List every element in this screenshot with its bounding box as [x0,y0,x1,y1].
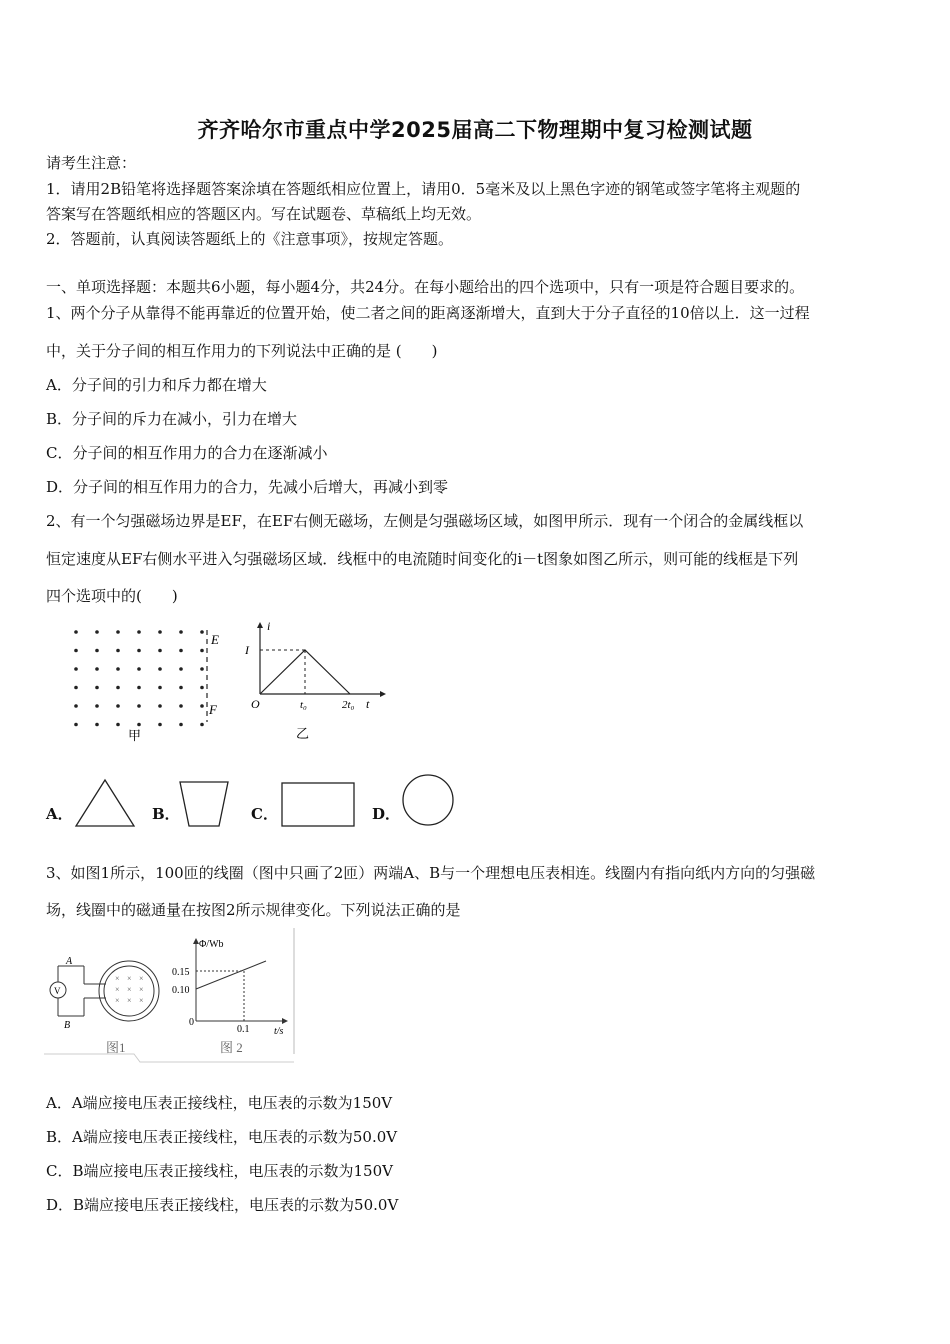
field-dot [137,649,141,653]
field-dot [158,630,162,634]
label-f: F [209,702,217,717]
rectangle-frame [278,780,358,830]
q3-stem-line2: 场，线圈中的磁通量在按图2所示规律变化。下列说法正确的是 [46,901,461,919]
t-axis-arrow [380,691,386,697]
label-t0: t₀ [300,699,307,711]
field-dot [95,630,99,634]
figure-yi [240,614,390,746]
field-dot [74,667,78,671]
field-dot [200,686,204,690]
field-dot [179,723,183,727]
q2-stem-line1: 2、有一个匀强磁场边界是EF，在EF右侧无磁场，左侧是匀强磁场区域，如图甲所示．现有一个闭合的金属线框以 [46,512,804,530]
field-dot [179,649,183,653]
label-b: B [64,1020,71,1031]
q3-stem-line1: 3、如图1所示，100匝的线圈（图中只画了2匝）两端A、B与一个理想电压表相连。线圈内有指向纸内方向的匀强磁 [46,864,816,882]
q1-option-a: A．分子间的引力和斥力都在增大 [46,376,267,394]
label-I: I [245,643,249,657]
field-cross: × [127,996,132,1005]
label-phi: Φ/Wb [199,939,224,950]
field-dot [137,704,141,708]
trapezoid-frame [176,778,232,830]
q3-option-a: A．A端应接电压表正接线柱，电压表的示数为150V [46,1094,393,1112]
notice-line-1a: 1．请用2B铅笔将选择题答案涂填在答题纸相应位置上，请用0．5毫米及以上黑色字迹的钢笔或签字笔将主观题的 [46,180,801,198]
field-dot [95,667,99,671]
figure-jia [44,614,234,744]
field-dot [179,630,183,634]
q1-option-d: D．分子间的相互作用力的合力，先减小后增大，再减小到零 [46,478,449,496]
i-axis-arrow [257,622,263,628]
field-dot [95,649,99,653]
field-dot [158,649,162,653]
field-dot [137,686,141,690]
caption-yi: 乙 [296,726,310,741]
field-dot [116,686,120,690]
triangle-frame [72,776,138,830]
field-cross: × [127,974,132,983]
field-dot [158,723,162,727]
q1-stem-line2: 中，关于分子间的相互作用力的下列说法中正确的是 ( ) [46,342,438,360]
field-cross: × [127,985,132,994]
label-origin: 0 [189,1017,194,1028]
field-dot [95,686,99,690]
field-dot [200,723,204,727]
field-dot [95,704,99,708]
field-cross: × [139,974,144,983]
field-dot [74,649,78,653]
field-dot [200,630,204,634]
field-dot [179,686,183,690]
figure-2-graph [196,944,282,1021]
label-ts: t/s [274,1026,284,1037]
field-dot [74,723,78,727]
field-dot [74,686,78,690]
q2-option-a-label: A． [46,805,73,823]
field-dot [95,723,99,727]
label-01: 0.1 [237,1024,250,1035]
notice-heading: 请考生注意： [46,154,137,172]
q2-option-b-label: B． [152,805,180,823]
label-010: 0.10 [172,985,190,996]
notice-line-1b: 答案写在答题纸相应的答题区内。写在试题卷、草稿纸上均无效。 [46,205,482,223]
field-dot [200,667,204,671]
label-a: A [66,956,73,967]
section-heading: 一、单项选择题：本题共6小题，每小题4分，共24分。在每小题给出的四个选项中，只有一项是符合题目要求的。 [46,278,805,296]
magnetic-field-dots [74,630,204,726]
q2-option-c-label: C． [251,805,278,823]
q2-option-d-label: D． [372,805,401,823]
field-dot [74,630,78,634]
q1-option-b: B．分子间的斥力在减小，引力在增大 [46,410,298,428]
q3-option-d: D．B端应接电压表正接线柱，电压表的示数为50.0V [46,1196,399,1214]
field-dot [74,704,78,708]
field-dot [158,704,162,708]
field-cross: × [115,985,120,994]
q2-stem-line3: 四个选项中的( ) [46,587,178,605]
q1-option-c: C．分子间的相互作用力的合力在逐渐减小 [46,444,328,462]
q2-stem-line2: 恒定速度从EF右侧水平进入匀强磁场区域．线框中的电流随时间变化的i－t图象如图乙所示，则可能的线框是下列 [46,550,799,568]
field-dot [179,667,183,671]
field-dot [137,630,141,634]
field-dot [158,667,162,671]
label-e: E [211,632,219,647]
field-cross: × [139,996,144,1005]
label-t: t [366,697,370,711]
field-dot [200,704,204,708]
field-cross: × [115,974,120,983]
field-dot [137,667,141,671]
label-v: V [54,986,61,996]
label-015: 0.15 [172,967,190,978]
field-dot [179,704,183,708]
field-crosses [115,974,144,1005]
q1-stem-line1: 1、两个分子从靠得不能再靠近的位置开始，使二者之间的距离逐渐增大，直到大于分子直径的10倍以上．这一过程 [46,304,810,322]
field-dot [116,723,120,727]
q3-option-b: B．A端应接电压表正接线柱，电压表的示数为50.0V [46,1128,398,1146]
caption-fig1: 图1 [106,1040,126,1055]
field-dot [137,723,141,727]
field-dot [200,649,204,653]
figure-q3 [44,928,298,1068]
caption-fig2: 图 2 [220,1040,243,1055]
page-title: 齐齐哈尔市重点中学2025届高二下物理期中复习检测试题 [197,118,753,142]
label-o: O [251,697,260,711]
field-cross: × [139,985,144,994]
caption-jia: 甲 [128,728,142,743]
field-dot [116,704,120,708]
label-i: i [267,619,271,633]
q3-option-c: C．B端应接电压表正接线柱，电压表的示数为150V [46,1162,393,1180]
field-dot [158,686,162,690]
field-dot [116,630,120,634]
field-cross: × [115,996,120,1005]
label-2t0: 2t₀ [342,699,355,711]
field-dot [116,649,120,653]
field-dot [116,667,120,671]
notice-line-2: 2．答题前，认真阅读答题纸上的《注意事项》，按规定答题。 [46,230,454,248]
circle-frame [398,772,458,830]
